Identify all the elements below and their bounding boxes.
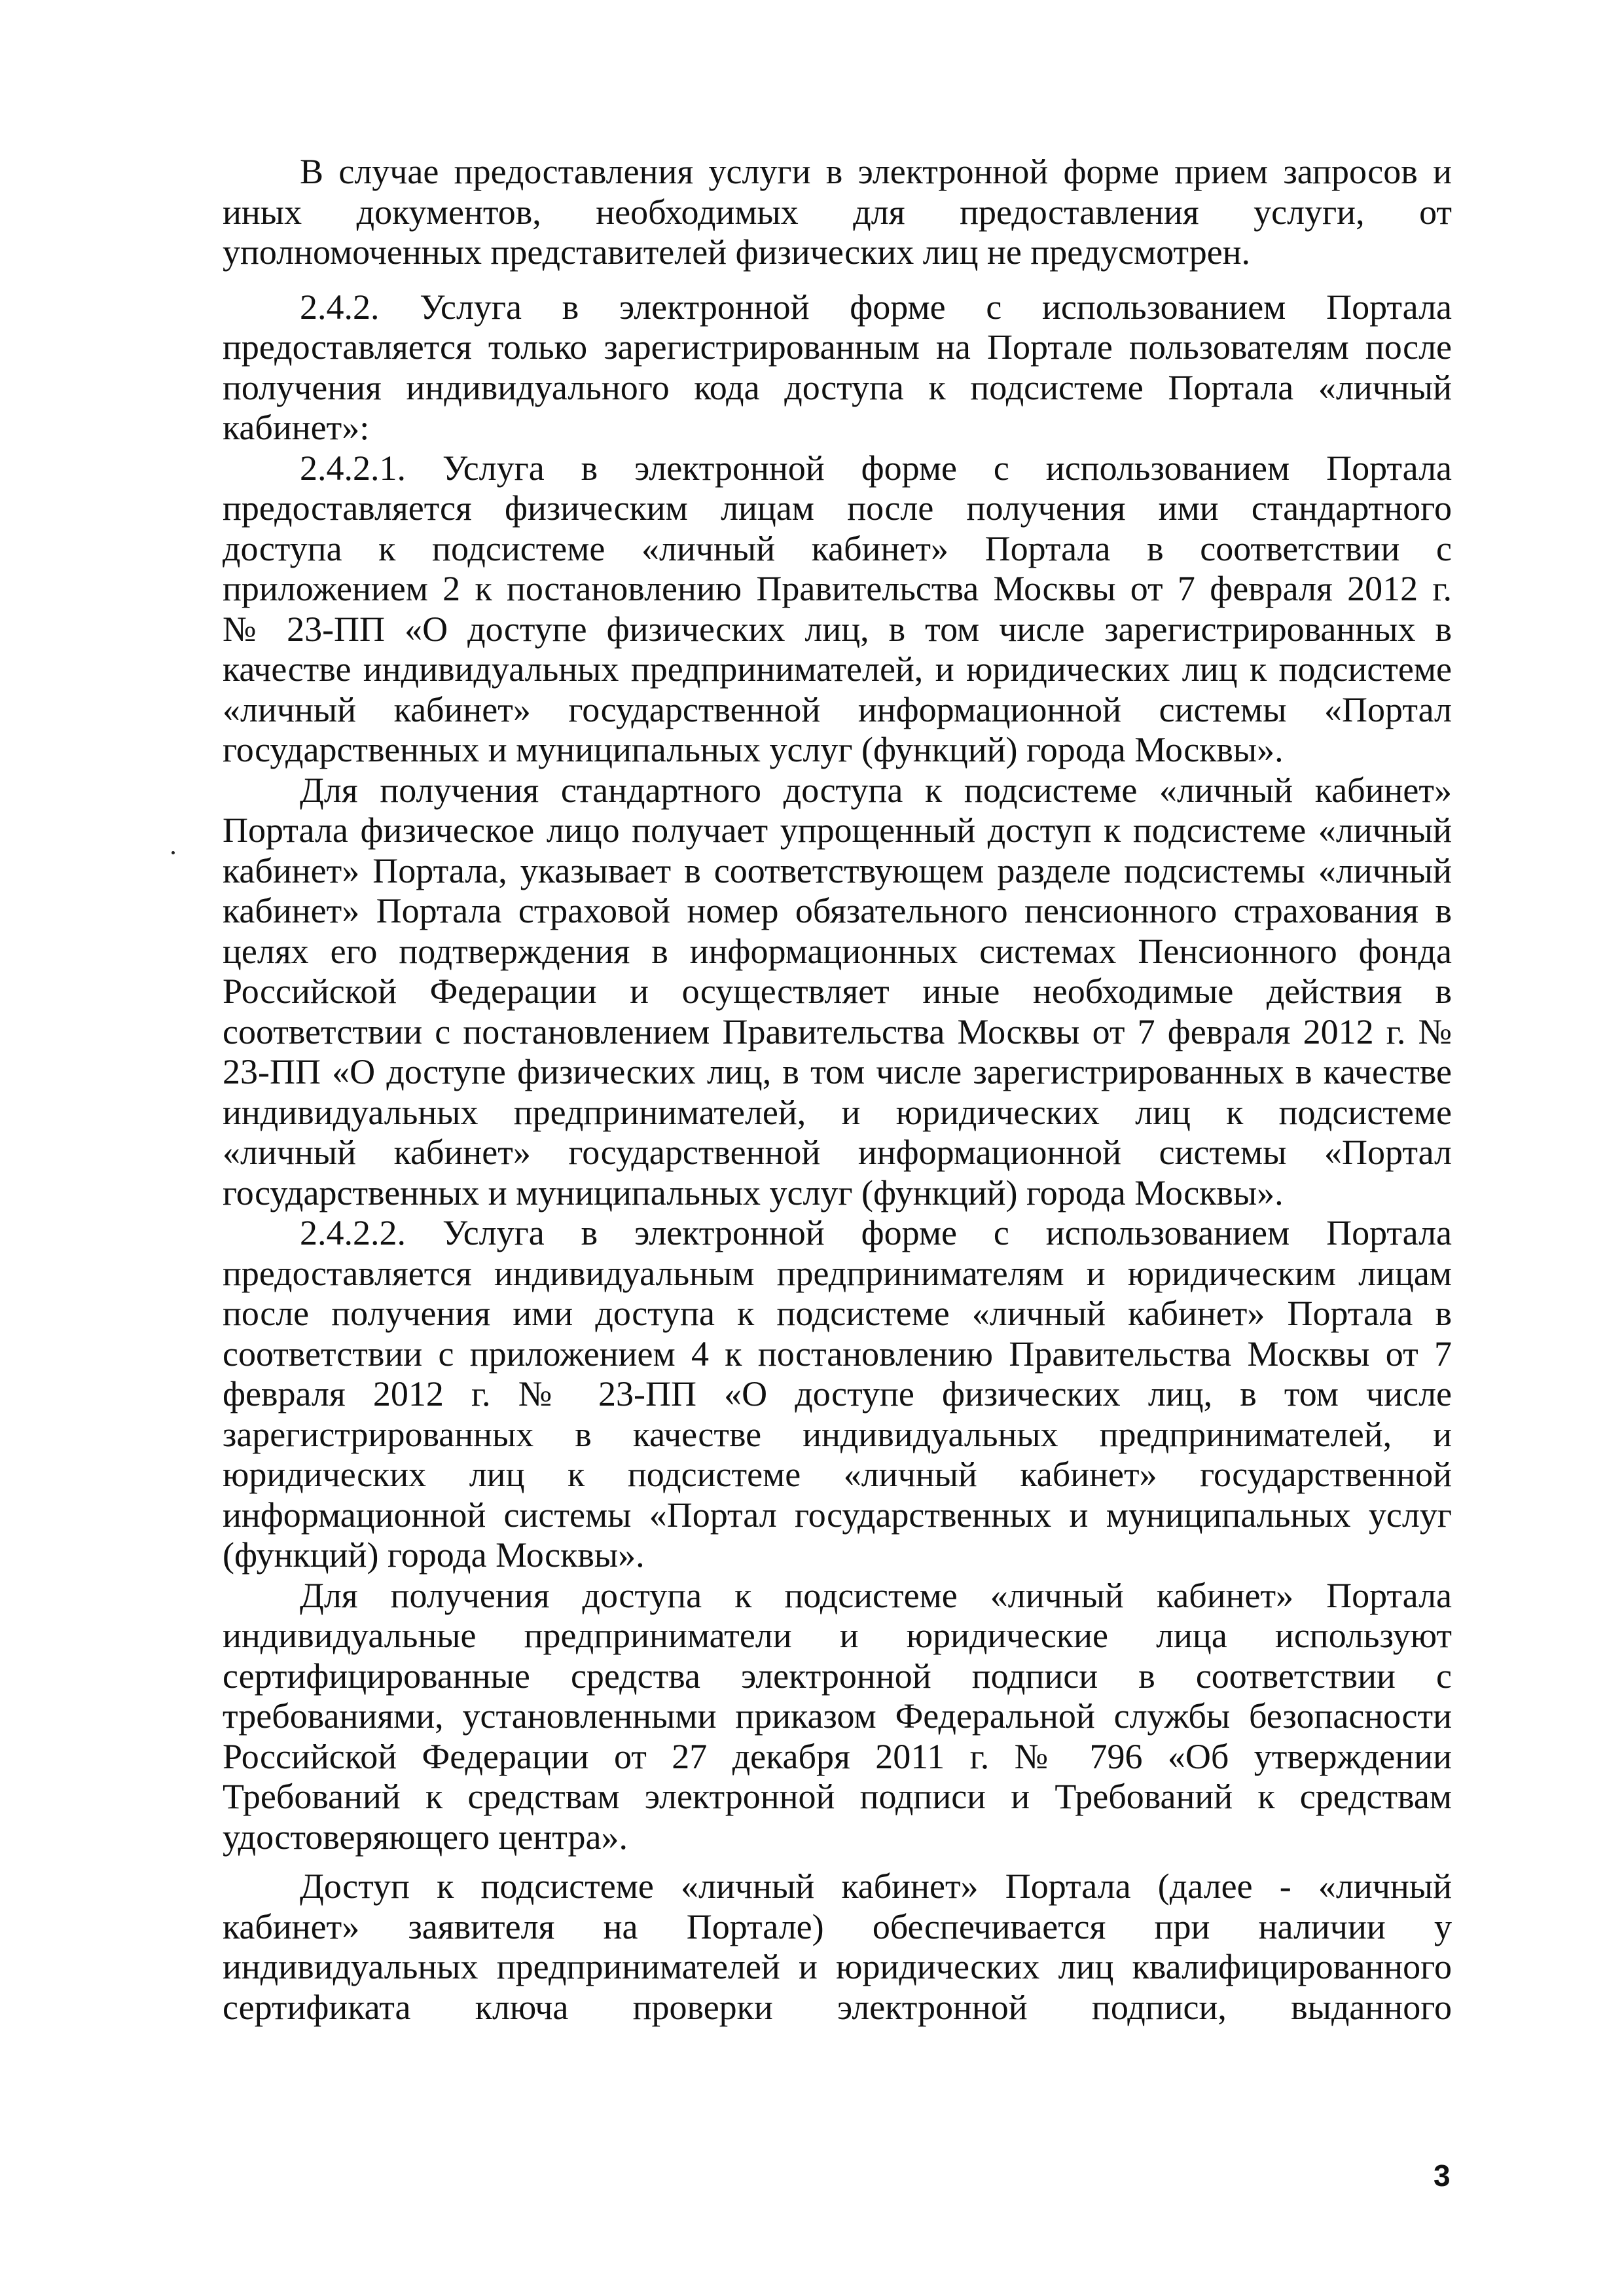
text-line: сертифицированные средства электронной подписи в соответствии с: [223, 1656, 1452, 1696]
text-line: индивидуальные предприниматели и юридические лица используют: [223, 1616, 1452, 1655]
text-line: зарегистрированных в качестве индивидуальных предпринимателей, и: [223, 1414, 1452, 1454]
text-line: сертификата ключа проверки электронной подписи, выданного: [223, 1987, 1452, 2027]
document-body: [223, 152, 1452, 2028]
text-line: государственных и муниципальных услуг (функций) города Москвы».: [223, 1173, 1284, 1212]
text-line: иных документов, необходимых для предоставления услуги, от: [223, 192, 1452, 232]
text-line: «личный кабинет» государственной информационной системы «Портал: [223, 1133, 1452, 1172]
paragraph: [223, 152, 1452, 273]
text-line: качестве индивидуальных предпринимателей, и юридических лиц к подсистеме: [223, 649, 1452, 689]
paragraph: [223, 448, 1452, 771]
text-line: юридических лиц к подсистеме «личный кабинет» государственной: [223, 1455, 1452, 1494]
text-line: уполномоченных представителей физических лиц не предусмотрен.: [223, 232, 1251, 272]
text-line: удостоверяющего центра».: [223, 1817, 628, 1857]
text-line: Российской Федерации от 27 декабря 2011 г. № 796 «Об утверждении: [223, 1736, 1452, 1776]
text-line: соответствии с постановлением Правительства Москвы от 7 февраля 2012 г. №: [223, 1011, 1452, 1051]
text-line: Доступ к подсистеме «личный кабинет» Портала (далее - «личный: [300, 1867, 1452, 1906]
paragraph: [223, 771, 1452, 1214]
text-line: получения индивидуального кода доступа к подсистеме Портала «личный: [223, 367, 1452, 407]
text-line: Требований к средствам электронной подписи и Требований к средствам: [223, 1777, 1452, 1816]
text-line: кабинет» Портала, указывает в соответствующем разделе подсистемы «личный: [223, 850, 1452, 890]
text-line: требованиями, установленными приказом Федеральной службы безопасности: [223, 1696, 1452, 1736]
text-line: февраля 2012 г. № 23-ПП «О доступе физических лиц, в том числе: [223, 1374, 1452, 1413]
text-line: № 23-ПП «О доступе физических лиц, в том числе зарегистрированных в: [223, 609, 1452, 649]
paragraph: [223, 1576, 1452, 1858]
paragraph: [223, 287, 1452, 448]
text-line: кабинет»:: [223, 408, 370, 447]
text-line: целях его подтверждения в информационных системах Пенсионного фонда: [223, 931, 1452, 971]
text-line: 2.4.2.2. Услуга в электронной форме с использованием Портала: [300, 1213, 1452, 1252]
text-line: 2.4.2. Услуга в электронной форме с использованием Портала: [300, 287, 1452, 327]
text-line: предоставляется физическим лицам после получения ими стандартного: [223, 488, 1452, 528]
text-line: В случае предоставления услуги в электронной форме прием запросов и: [300, 152, 1452, 191]
text-line: кабинет» заявителя на Портале) обеспечивается при наличии у: [223, 1906, 1452, 1946]
page-number: 3: [1434, 2159, 1451, 2193]
text-line: кабинет» Портала страховой номер обязательного пенсионного страхования в: [223, 891, 1452, 930]
text-line: Портала физическое лицо получает упрощенный доступ к подсистеме «личный: [223, 811, 1452, 850]
text-line: предоставляется только зарегистрированным на Портале пользователям после: [223, 327, 1452, 367]
scan-speck: [171, 851, 175, 854]
text-line: 2.4.2.1. Услуга в электронной форме с использованием Портала: [300, 448, 1452, 488]
text-line: доступа к подсистеме «личный кабинет» Портала в соответствии с: [223, 528, 1452, 568]
text-line: государственных и муниципальных услуг (функций) города Москвы».: [223, 730, 1284, 769]
text-line: «личный кабинет» государственной информационной системы «Портал: [223, 689, 1452, 729]
text-line: после получения ими доступа к подсистеме «личный кабинет» Портала в: [223, 1294, 1452, 1333]
text-line: предоставляется индивидуальным предпринимателям и юридическим лицам: [223, 1253, 1452, 1293]
text-line: Для получения доступа к подсистеме «личный кабинет» Портала: [300, 1575, 1452, 1615]
text-line: (функций) города Москвы».: [223, 1535, 645, 1575]
text-line: 23-ПП «О доступе физических лиц, в том числе зарегистрированных в качестве: [223, 1052, 1452, 1091]
text-line: информационной системы «Портал государственных и муниципальных услуг: [223, 1495, 1452, 1535]
text-line: соответствии с приложением 4 к постановлению Правительства Москвы от 7: [223, 1334, 1452, 1374]
text-line: индивидуальных предпринимателей, и юридических лиц к подсистеме: [223, 1092, 1452, 1132]
text-line: Для получения стандартного доступа к подсистеме «личный кабинет»: [300, 770, 1452, 810]
text-line: индивидуальных предпринимателей и юридических лиц квалифицированного: [223, 1947, 1452, 1986]
paragraph: [223, 1213, 1452, 1576]
text-line: Российской Федерации и осуществляет иные необходимые действия в: [223, 972, 1452, 1011]
text-line: приложением 2 к постановлению Правительства Москвы от 7 февраля 2012 г.: [223, 569, 1452, 608]
paragraph: [223, 1867, 1452, 2028]
